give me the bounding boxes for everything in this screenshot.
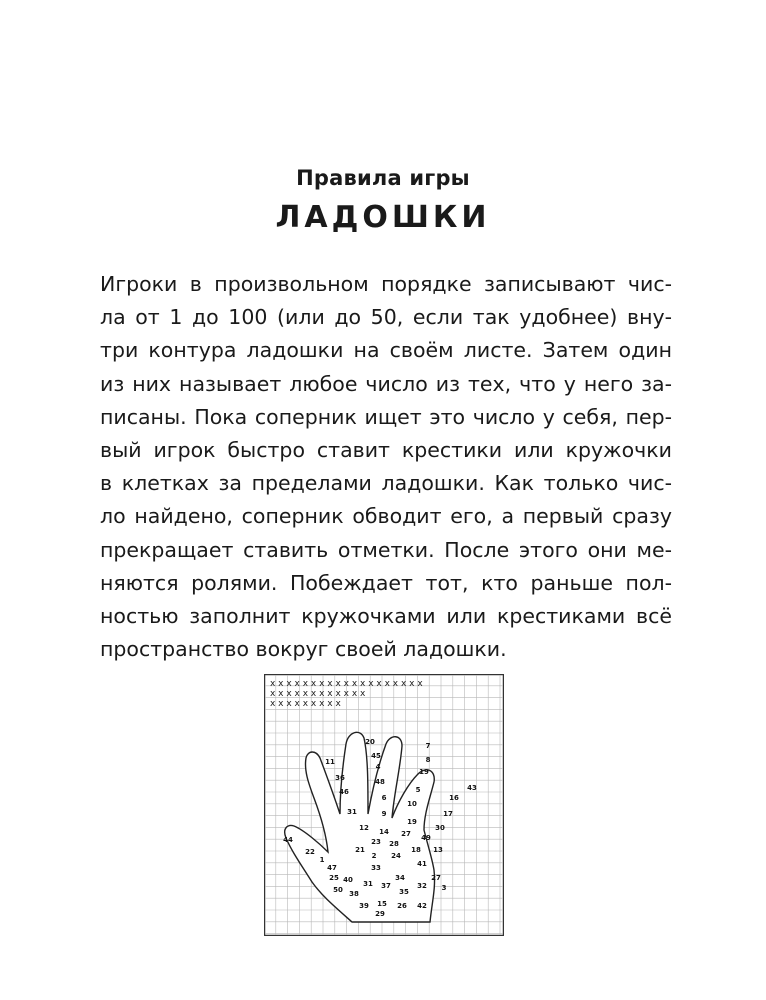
hand-number: 20	[365, 738, 375, 746]
hand-number: 31	[347, 808, 357, 816]
hand-number: 31	[363, 880, 373, 888]
hand-number: 49	[421, 834, 431, 842]
hand-number: 18	[411, 846, 421, 854]
hand-number: 45	[371, 752, 381, 760]
rules-line: прекращает ставить отметки. После этого они ме-	[100, 537, 672, 562]
cross-row: x x x x x x x x x x x x x x x x x x x	[270, 679, 423, 689]
rules-line: вый игрок быстро ставит крестики или кружочки	[100, 437, 672, 462]
rules-line: няются ролями. Побеждает тот, кто раньше пол-	[100, 570, 672, 595]
rules-line: писаны. Пока соперник ищет это число у себя, пер-	[100, 404, 672, 429]
rules-line: из них называет любое число из тех, что у него за-	[100, 371, 672, 396]
hand-number: 37	[381, 882, 391, 890]
hand-number: 28	[389, 840, 399, 848]
hand-number: 48	[375, 778, 385, 786]
hand-number: 9	[381, 810, 387, 818]
rules-line: в клетках за пределами ладошки. Как только чис-	[100, 471, 672, 496]
hand-number: 5	[415, 786, 421, 794]
rules-paragraph	[100, 268, 672, 666]
rules-line: Игроки в произвольном порядке записывают чис-	[100, 272, 672, 296]
hand-number: 23	[371, 838, 381, 846]
hand-number: 11	[325, 758, 335, 766]
hand-number: 40	[343, 876, 353, 884]
hand-number: 41	[417, 860, 427, 868]
hand-number: 13	[433, 846, 443, 854]
hand-number: 34	[395, 874, 405, 882]
hand-number: 30	[435, 824, 445, 832]
cross-row: x x x x x x x x x	[270, 699, 341, 709]
hand-number: 36	[335, 774, 345, 782]
hand-number: 16	[449, 794, 459, 802]
hand-number: 44	[283, 836, 293, 844]
hand-number: 4	[375, 763, 381, 771]
hand-number: 10	[407, 800, 417, 808]
hand-number: 33	[371, 864, 381, 872]
rules-line: три контура ладошки на своём листе. Затем один	[100, 338, 672, 363]
hand-number: 12	[359, 824, 369, 832]
hand-number: 15	[377, 900, 387, 908]
hand-number: 17	[443, 810, 453, 818]
hand-number: 38	[349, 890, 359, 898]
rules-line: ностью заполнит кружочками или крестиками всё	[100, 603, 672, 628]
hand-number: 29	[375, 910, 385, 918]
hand-number: 14	[379, 828, 389, 836]
cross-row: x x x x x x x x x x x x	[270, 689, 366, 699]
rules-line: ло найдено, соперник обводит его, а первый сразу	[100, 504, 672, 529]
hand-number: 19	[419, 768, 429, 776]
hand-game-illustration	[264, 674, 504, 936]
section-subtitle: Правила игры	[296, 166, 470, 190]
hand-number: 24	[391, 852, 401, 860]
game-title: ЛАДОШКИ	[275, 200, 491, 235]
hand-number: 25	[329, 874, 339, 882]
hand-number: 32	[417, 882, 427, 890]
rules-line: ла от 1 до 100 (или до 50, если так удобнее) вну-	[100, 305, 672, 330]
hand-number: 39	[359, 902, 369, 910]
grid-sheet	[264, 674, 504, 936]
hand-number: 50	[333, 886, 343, 894]
hand-number: 27	[401, 830, 411, 838]
hand-number: 26	[397, 902, 407, 910]
hand-number: 6	[381, 794, 387, 802]
hand-number: 21	[355, 846, 365, 854]
hand-number: 2	[371, 852, 377, 860]
hand-number: 35	[399, 888, 409, 896]
hand-number: 22	[305, 848, 315, 856]
hand-number: 3	[441, 884, 447, 892]
hand-number: 1	[319, 856, 325, 864]
hand-number: 19	[407, 818, 417, 826]
hand-number: 46	[339, 788, 349, 796]
hand-number: 7	[425, 742, 431, 750]
hand-number: 43	[467, 784, 477, 792]
rules-line: пространство вокруг своей ладошки.	[100, 637, 507, 662]
hand-number: 42	[417, 902, 427, 910]
hand-number: 8	[425, 756, 431, 764]
hand-number: 27	[431, 874, 441, 882]
hand-number: 47	[327, 864, 337, 872]
